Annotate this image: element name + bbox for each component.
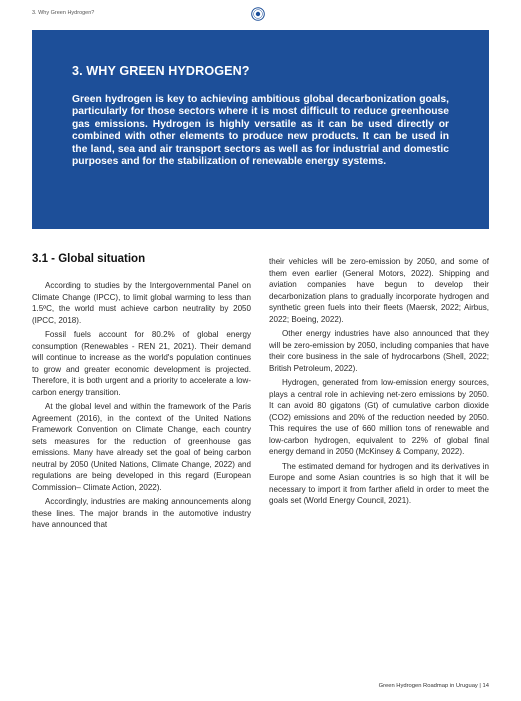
section-heading: 3.1 - Global situation <box>32 253 146 265</box>
paragraph: The estimated demand for hydrogen and its derivatives in Europe and some Asian countries is so high that it will be necessary to import it from farther afield in order to meet the goals set (World Energy Council, 2021). <box>269 461 489 505</box>
uruguay-seal-logo-icon <box>251 7 265 21</box>
paragraph: Hydrogen, generated from low-emission energy sources, plays a central role in achieving net-zero emissions by 2050. It can avoid 80 gigatons (Gt) of cumulative carbon dioxide (CO2) emissions and 20% of the reduction needed by 2050. This requires the use of 660 million tons of renewable and low-carbon hydrogen, equivalent to 22% of global final energy demand in 2050 (McKinsey & Company, 2022). <box>269 378 489 456</box>
paragraph: According to studies by the Intergovernmental Panel on Climate Change (IPCC), to limit global warming to less than 1.5ºC, the world must achieve carbon neutrality by 2050 (IPCC, 2018). <box>32 281 251 325</box>
callout-title: 3. WHY GREEN HYDROGEN? <box>72 64 250 78</box>
paragraph: At the global level and within the framework of the Paris Agreement (2016), in the context of the United Nations Framework Convention on Climate Change, each country sets measures for the reduction of greenhouse gas emissions. Many have already set the goal of being carbon neutral by 2050 (United Nations, Climate Change, 2022) and regulations are being developed in this regard (European Commission– Climate Action, 2022). <box>32 402 251 492</box>
paragraph: Accordingly, industries are making announcements along these lines. The major brands in the automotive industry have announced that <box>32 497 251 529</box>
right-column <box>269 256 489 510</box>
left-column <box>32 252 251 534</box>
paragraph: their vehicles will be zero-emission by 2050, and some of them even earlier (General Motors, 2022). Shipping and aviation companies have begun to develop their decarbonization plans to gradually incorporate hydrogen and synthetic green fuels into their fleets (Maersk, 2022; Airbus, 2022; Boeing, 2022). <box>269 257 489 324</box>
paragraph: Fossil fuels account for 80.2% of global energy consumption (Renewables - REN 21, 2021). Their demand will continue to increase as the world's population continues to grow and greater economic development is projected. Therefore, it is both urgent and a priority to accelerate a low-carbon energy transition. <box>32 330 251 397</box>
callout-body: Green hydrogen is key to achieving ambitious global decarbonization goals, particularly for those sectors where it is most difficult to reduce greenhouse gas emissions. Hydrogen is highly versatile as it can be used directly or combined with other elements to produce new products. It can be used in the land, sea and air transport sectors as well as for industrial and domestic purposes and for the stabilization of renewable energy systems. <box>72 94 449 168</box>
running-header: 3. Why Green Hydrogen? <box>32 10 95 16</box>
page-footer: Green Hydrogen Roadmap in Uruguay | 14 <box>378 683 489 689</box>
paragraph: Other energy industries have also announced that they will be zero-emission by 2050, including companies that have their core business in the sale of hydrocarbons (Shell, 2022; British Petroleum, 2022). <box>269 329 489 373</box>
callout-box <box>32 30 489 229</box>
